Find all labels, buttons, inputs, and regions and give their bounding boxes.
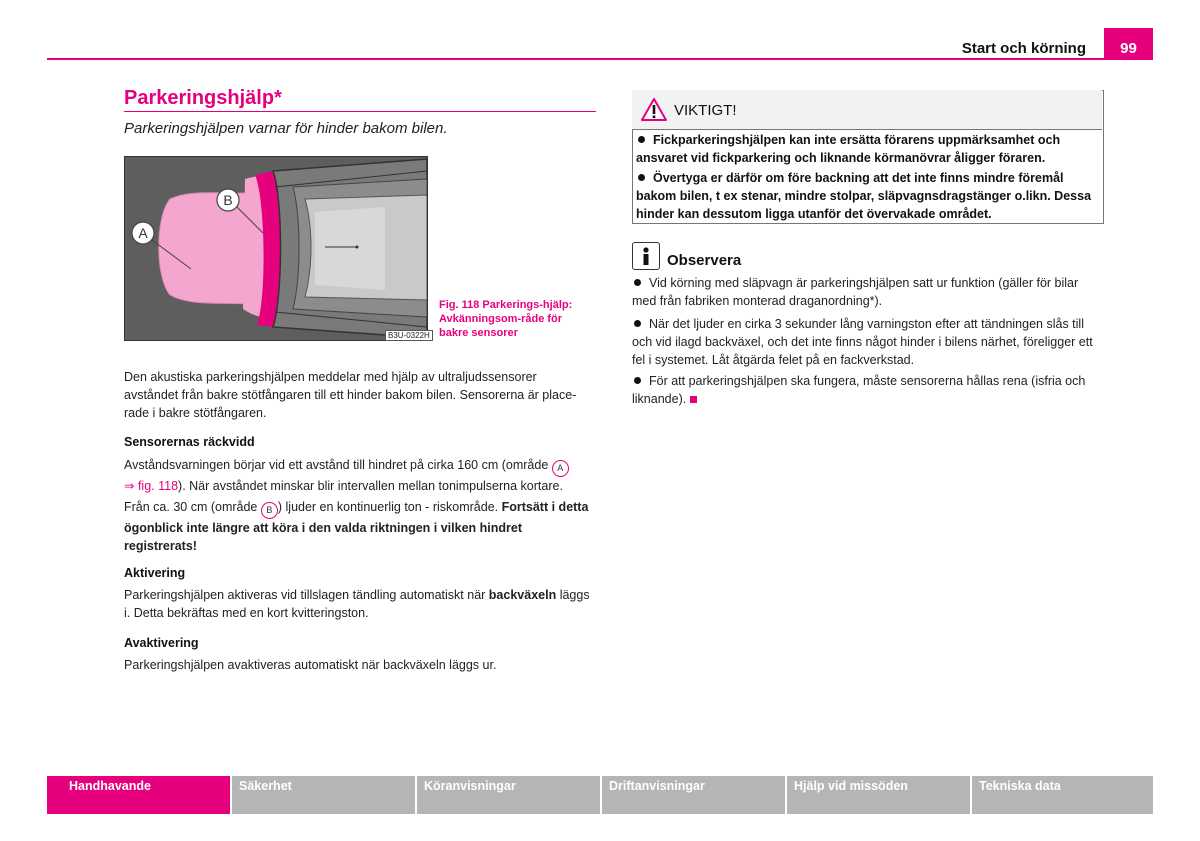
tab-handhavande[interactable]: Handhavande (47, 776, 230, 814)
deactivation-paragraph: Parkeringshjälpen avaktiveras automatiskt när backväxeln läggs ur. (124, 658, 497, 672)
figure-118-link[interactable]: ⇒ fig. 118 (124, 479, 179, 493)
header-section-title: Start och körning (961, 40, 1086, 57)
note-item (632, 274, 1102, 310)
note-item-text: För att parkeringshjälpen ska fungera, måste sensorerna hållas rena (isfria och liknande). (632, 374, 1086, 406)
bullet-icon (638, 136, 645, 143)
warning-item (636, 169, 1098, 223)
note-title: Observera (667, 252, 742, 269)
activation-text-b: läggs i. Detta bekräftas med en kort kvitteringston. (124, 588, 590, 620)
range-heading: Sensorernas räckvidd (124, 435, 255, 449)
range-p2-text-a: Från ca. 30 cm (område (124, 500, 258, 514)
warning-triangle-icon (640, 97, 668, 122)
intro-paragraph: Den akustiska parkeringshjälpen meddelar med hjälp av ultraljudssensorer avståndet från bakre stötfångaren till ett hinder bakom bilen. Sensorerna är place-rade i bakre stötfångaren. (124, 370, 577, 420)
area-a-marker: A (552, 460, 569, 477)
page-number: 99 (1104, 28, 1153, 60)
note-item (632, 315, 1102, 369)
car-sensor-diagram (125, 157, 427, 340)
figure-code: B3U-0322H (385, 330, 433, 341)
figure-parking-sensor-illustration (124, 156, 428, 341)
tab-driftanvisningar[interactable]: Driftanvisningar (602, 776, 785, 814)
warning-item-text: Fickparkeringshjälpen kan inte ersätta förarens uppmärksamhet och ansvaret vid fickparkering och liknande körmanövrar åligger föraren. (636, 133, 1061, 165)
tab-koranvisningar[interactable]: Köranvisningar (417, 776, 600, 814)
range-paragraph-1 (124, 456, 594, 495)
bullet-icon (634, 377, 641, 384)
page-subtitle: Parkeringshjälpen varnar för hinder bakom bilen. (124, 120, 448, 137)
header-rule (47, 58, 1153, 60)
area-b-marker: B (261, 502, 278, 519)
range-p1-text-b: ). När avståndet minskar blir intervallen mellan tonimpulserna kortare. (178, 479, 563, 493)
page-title: Parkeringshjälp* (124, 87, 282, 109)
range-p1-text-a: Avståndsvarningen börjar vid ett avstånd till hindret på cirka 160 cm (område (124, 458, 549, 472)
bullet-icon (638, 174, 645, 181)
info-icon (632, 242, 660, 270)
tab-tekniska-data[interactable]: Tekniska data (972, 776, 1153, 814)
bullet-icon (634, 279, 641, 286)
figure-caption: Fig. 118 Parkerings-hjälp: Avkänningsom-råde för bakre sensorer (439, 299, 573, 339)
title-rule (124, 111, 596, 112)
label-a: A (138, 225, 148, 241)
range-paragraph-2 (124, 498, 594, 555)
bullet-icon (634, 320, 641, 327)
range-p2-warning: Fortsätt i detta ögonblick inte längre att köra i den valda riktningen i vilken hindret registrerats! (124, 500, 589, 553)
warning-item-text: Övertyga er därför om före backning att det inte finns mindre föremål bakom bilen, t ex stenar, mindre stolpar, släpvagnsdragstänger o.likn. Dessa hinder kan dessutom ligga utanför det övervakade området. (636, 171, 1092, 221)
warning-item (636, 131, 1098, 167)
tab-sakerhet[interactable]: Säkerhet (232, 776, 415, 814)
activation-text-a: Parkeringshjälpen aktiveras vid tillslagen tändling automatiskt när (124, 588, 486, 602)
tab-hjalp-vid-missoden[interactable]: Hjälp vid missöden (787, 776, 970, 814)
note-item (632, 372, 1102, 408)
label-b: B (223, 192, 233, 208)
range-p2-text-b: ) ljuder en kontinuerlig ton - riskområde. (277, 500, 499, 514)
end-of-section-icon (690, 396, 697, 403)
note-item-text: Vid körning med släpvagn är parkeringshjälpen satt ur funktion (gäller för bilar med från fabriken monterad draganordning*). (632, 276, 1079, 308)
activation-paragraph (124, 586, 594, 622)
warning-title: VIKTIGT! (674, 102, 737, 119)
activation-bold: backväxeln (488, 588, 557, 602)
activation-heading: Aktivering (124, 566, 186, 580)
note-item-text: När det ljuder en cirka 3 sekunder lång varningston efter att tändningen slås till och vid ilagd backväxel, och det inte finns något hinder i bilens närhet, föreligger ett fel i systemet. Låt åtgärda felet på en fackverkstad. (632, 317, 1093, 367)
deactivation-heading: Avaktivering (124, 636, 199, 650)
